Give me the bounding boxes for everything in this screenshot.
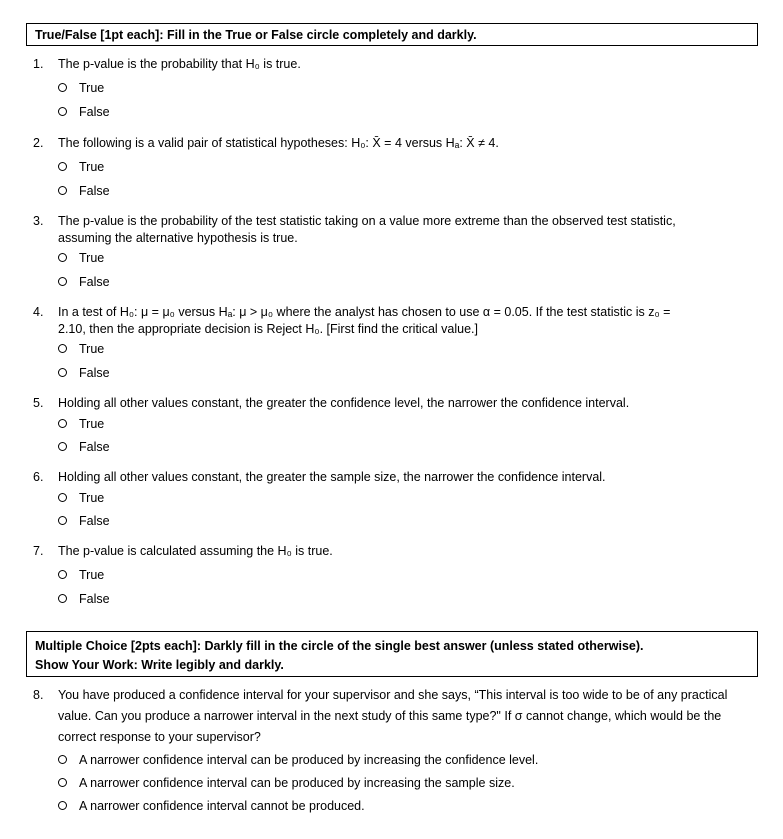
question-1 bbox=[33, 56, 748, 73]
question-5 bbox=[33, 395, 748, 412]
true-false-section-header: True/False [1pt each]: Fill in the True or False circle completely and darkly. bbox=[26, 23, 758, 46]
mc-header-line-1: Multiple Choice [2pts each]: Darkly fill in the circle of the single best answer (unless stated otherwise). bbox=[35, 639, 644, 653]
q5-option-true[interactable] bbox=[58, 416, 104, 432]
option-label: True bbox=[79, 342, 105, 356]
option-label: False bbox=[79, 366, 110, 380]
radio-circle-icon[interactable] bbox=[58, 107, 67, 116]
q1-option-false[interactable] bbox=[58, 104, 110, 120]
q6-option-true[interactable] bbox=[58, 490, 104, 506]
q2-option-false[interactable] bbox=[58, 183, 110, 199]
question-text-line-2: assuming the alternative hypothesis is true. bbox=[58, 231, 298, 245]
q4-option-true[interactable] bbox=[58, 341, 104, 357]
question-text-line-3: correct response to your supervisor? bbox=[58, 730, 261, 744]
multiple-choice-section-header bbox=[26, 631, 758, 677]
option-label: False bbox=[79, 514, 110, 528]
question-text-line-1: The p-value is the probability of the test statistic taking on a value more extreme than the observed test statistic, bbox=[58, 214, 676, 228]
question-7 bbox=[33, 543, 748, 560]
question-number: 5. bbox=[33, 396, 44, 410]
question-4 bbox=[33, 304, 748, 338]
question-text-line-1: You have produced a confidence interval for your supervisor and she says, “This interval is too wide to be of any practical bbox=[58, 688, 728, 702]
radio-circle-icon[interactable] bbox=[58, 594, 67, 603]
question-text-line-2: 2.10, then the appropriate decision is Reject H₀. [First find the critical value.] bbox=[58, 322, 478, 336]
option-label: True bbox=[79, 251, 105, 265]
radio-circle-icon[interactable] bbox=[58, 801, 67, 810]
radio-circle-icon[interactable] bbox=[58, 344, 67, 353]
q1-option-true[interactable] bbox=[58, 80, 104, 96]
option-label: A narrower confidence interval cannot be produced. bbox=[79, 799, 365, 813]
question-number: 7. bbox=[33, 544, 44, 558]
question-number: 3. bbox=[33, 214, 44, 228]
question-6 bbox=[33, 469, 748, 486]
question-text: The following is a valid pair of statistical hypotheses: H₀: X̄ = 4 versus Hₐ: X̄ ≠ 4. bbox=[58, 136, 499, 150]
option-label: True bbox=[79, 160, 105, 174]
q3-option-true[interactable] bbox=[58, 250, 104, 266]
q2-option-true[interactable] bbox=[58, 159, 104, 175]
option-label: True bbox=[79, 417, 105, 431]
question-text: The p-value is the probability that H₀ is true. bbox=[58, 57, 301, 71]
option-label: True bbox=[79, 491, 105, 505]
radio-circle-icon[interactable] bbox=[58, 368, 67, 377]
option-label: False bbox=[79, 440, 110, 454]
radio-circle-icon[interactable] bbox=[58, 419, 67, 428]
radio-circle-icon[interactable] bbox=[58, 516, 67, 525]
question-number: 8. bbox=[33, 688, 44, 702]
radio-circle-icon[interactable] bbox=[58, 778, 67, 787]
question-2 bbox=[33, 135, 748, 152]
q5-option-false[interactable] bbox=[58, 439, 110, 455]
question-text-line-2: value. Can you produce a narrower interval in the next study of this same type?" If σ cannot change, which would be the bbox=[58, 709, 722, 723]
q7-option-false[interactable] bbox=[58, 591, 110, 607]
q8-option-c[interactable] bbox=[58, 798, 365, 814]
option-label: False bbox=[79, 275, 110, 289]
radio-circle-icon[interactable] bbox=[58, 570, 67, 579]
question-number: 4. bbox=[33, 305, 44, 319]
question-8 bbox=[33, 685, 748, 748]
radio-circle-icon[interactable] bbox=[58, 186, 67, 195]
question-number: 2. bbox=[33, 136, 44, 150]
q3-option-false[interactable] bbox=[58, 274, 110, 290]
radio-circle-icon[interactable] bbox=[58, 493, 67, 502]
question-text: Holding all other values constant, the greater the confidence level, the narrower the confidence interval. bbox=[58, 396, 630, 410]
question-text-line-1: In a test of H₀: μ = μ₀ versus Hₐ: μ > μ₀ where the analyst has chosen to use α = 0.05. If the test statistic is z₀ = bbox=[58, 305, 671, 319]
radio-circle-icon[interactable] bbox=[58, 83, 67, 92]
radio-circle-icon[interactable] bbox=[58, 253, 67, 262]
radio-circle-icon[interactable] bbox=[58, 277, 67, 286]
mc-header-line-2: Show Your Work: Write legibly and darkly. bbox=[35, 658, 284, 672]
question-text: Holding all other values constant, the greater the sample size, the narrower the confidence interval. bbox=[58, 470, 606, 484]
q7-option-true[interactable] bbox=[58, 567, 104, 583]
q4-option-false[interactable] bbox=[58, 365, 110, 381]
question-3 bbox=[33, 213, 748, 247]
question-text: The p-value is calculated assuming the H₀ is true. bbox=[58, 544, 333, 558]
radio-circle-icon[interactable] bbox=[58, 755, 67, 764]
q8-option-a[interactable] bbox=[58, 752, 538, 768]
option-label: True bbox=[79, 568, 105, 582]
option-label: A narrower confidence interval can be produced by increasing the confidence level. bbox=[79, 753, 539, 767]
option-label: True bbox=[79, 81, 105, 95]
radio-circle-icon[interactable] bbox=[58, 162, 67, 171]
option-label: False bbox=[79, 184, 110, 198]
option-label: A narrower confidence interval can be produced by increasing the sample size. bbox=[79, 776, 515, 790]
question-number: 1. bbox=[33, 57, 44, 71]
option-label: False bbox=[79, 592, 110, 606]
q8-option-b[interactable] bbox=[58, 775, 515, 791]
radio-circle-icon[interactable] bbox=[58, 442, 67, 451]
option-label: False bbox=[79, 105, 110, 119]
question-number: 6. bbox=[33, 470, 44, 484]
q6-option-false[interactable] bbox=[58, 513, 110, 529]
